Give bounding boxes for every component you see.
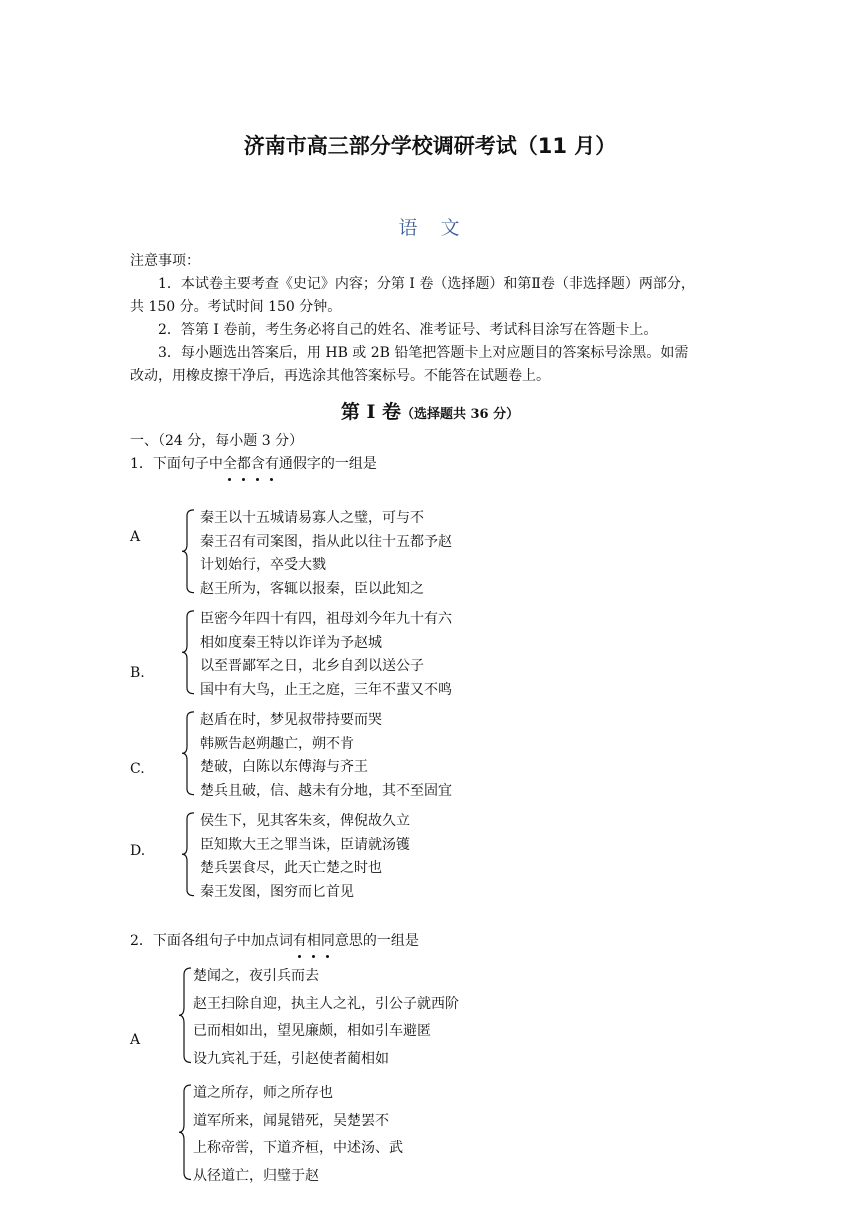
q1-option-4-line-1: 侯生下，见其客朱亥，俾倪故久立 <box>200 813 410 829</box>
notice-heading: 注意事项： <box>130 253 200 269</box>
q1-option-2-line-1: 臣密今年四十有四，祖母刘今年九十有六 <box>200 611 452 627</box>
q1-option-4-line-2: 臣知欺大王之罪当诛，臣请就汤镬 <box>200 836 410 853</box>
q1-option-1-brace <box>181 509 195 594</box>
q2-stem-a: 2．下面各组句子中加点词 <box>130 933 293 949</box>
q1-option-1-line-1: 秦王以十五城请易寡人之璧，可与不 <box>200 510 424 526</box>
page-title: 济南市高三部分学校调研考试（11 月） <box>243 134 617 158</box>
q1-option-1-line-3: 计划始行，卒受大戮 <box>200 557 326 573</box>
q1-option-3-letter: C. <box>130 761 145 778</box>
q2-option-2-line-4: 从径道亡，归璧于赵 <box>193 1167 319 1184</box>
q2-option-1-brace <box>178 967 192 1064</box>
q1-option-2-line-2: 相如度秦王特以诈详为予赵城 <box>200 634 382 651</box>
q1-option-2-line-3: 以至晋鄙军之日，北乡自刭以送公子 <box>200 658 424 674</box>
q2-option-1-line-2: 赵王扫除自迎，执主人之礼，引公子就西阶 <box>193 995 459 1012</box>
q2-option-2-line-1: 道之所存，师之所存也 <box>193 1085 333 1101</box>
q2-option-2-line-3: 上称帝喾，下道齐桓，中述汤、武 <box>193 1140 403 1156</box>
q2-option-1-letter: A <box>130 1031 141 1048</box>
q2-option-2-line-2: 道军所来，闻晁错死，吴楚罢不 <box>193 1112 389 1129</box>
q1-stem-emphasis: 全都含有 <box>223 456 279 472</box>
question-2-stem <box>130 930 419 953</box>
q1-option-3-line-1: 赵盾在时，梦见叔带持要而哭 <box>200 712 382 728</box>
q1-stem-a: 1．下面句子中 <box>130 456 223 472</box>
q1-option-4-line-3: 楚兵罢食尽，此天亡楚之时也 <box>200 860 382 876</box>
q1-option-4-letter: D. <box>130 843 146 860</box>
notice-item-3a: 3．每小题选出答案后，用 HB 或 2B 铅笔把答题卡上对应题目的答案标号涂黑。如需 <box>158 345 689 361</box>
q1-option-3-brace <box>181 711 195 796</box>
q1-option-2-brace <box>181 610 195 695</box>
q1-option-2-line-4: 国中有大鸟，止王之庭，三年不蜚又不鸣 <box>200 681 452 698</box>
q2-stem-emphasis: 有相同 <box>293 933 335 949</box>
notice-item-2: 2．答第 I 卷前，考生务必将自己的姓名、准考证号、考试科目涂写在答题卡上。 <box>158 322 658 338</box>
section-heading <box>0 397 860 424</box>
section-main: 第 I 卷 <box>340 401 401 423</box>
notice-item-1b: 共 150 分。考试时间 150 分钟。 <box>130 299 342 315</box>
notice-item-1a: 1．本试卷主要考查《史记》内容；分第 I 卷（选择题）和第Ⅱ卷（非选择题）两部分， <box>158 276 695 292</box>
q1-option-3-line-4: 楚兵且破，信、越未有分地，其不至固宜 <box>200 782 452 799</box>
q1-option-1-line-2: 秦王召有司案图，指从此以往十五都予赵 <box>200 533 452 550</box>
q2-option-1-line-3: 已而相如出，望见廉颇，相如引车避匿 <box>193 1023 431 1039</box>
q1-option-1-letter: A <box>130 528 141 545</box>
question-1-stem <box>130 453 377 476</box>
q1-option-3-line-2: 韩厥告赵朔趣亡，朔不肯 <box>200 735 354 752</box>
section-sub: （选择题共 36 分） <box>400 407 520 422</box>
q1-option-2-letter: B. <box>130 664 145 681</box>
subject-title: 语 文 <box>398 217 462 239</box>
q2-option-1-line-4: 设九宾礼于廷，引赵使者蔺相如 <box>193 1050 389 1067</box>
q1-option-4-line-4: 秦王发图，图穷而匕首见 <box>200 883 354 900</box>
q1-option-1-line-4: 赵王所为，客辄以报秦，臣以此知之 <box>200 580 424 597</box>
q1-stem-b: 通假字的一组是 <box>278 456 377 472</box>
q2-option-1-line-1: 楚闻之，夜引兵而去 <box>193 968 319 984</box>
q2-stem-b: 意思的一组是 <box>334 933 419 949</box>
q1-option-4-brace <box>181 812 195 897</box>
q2-option-2-brace <box>178 1084 192 1181</box>
q1-option-3-line-3: 楚破，白陈以东傅海与齐王 <box>200 759 368 775</box>
part-one-heading: 一、（24 分，每小题 3 分） <box>130 433 304 449</box>
notice-item-3b: 改动，用橡皮擦干净后，再选涂其他答案标号。不能答在试题卷上。 <box>130 368 550 384</box>
